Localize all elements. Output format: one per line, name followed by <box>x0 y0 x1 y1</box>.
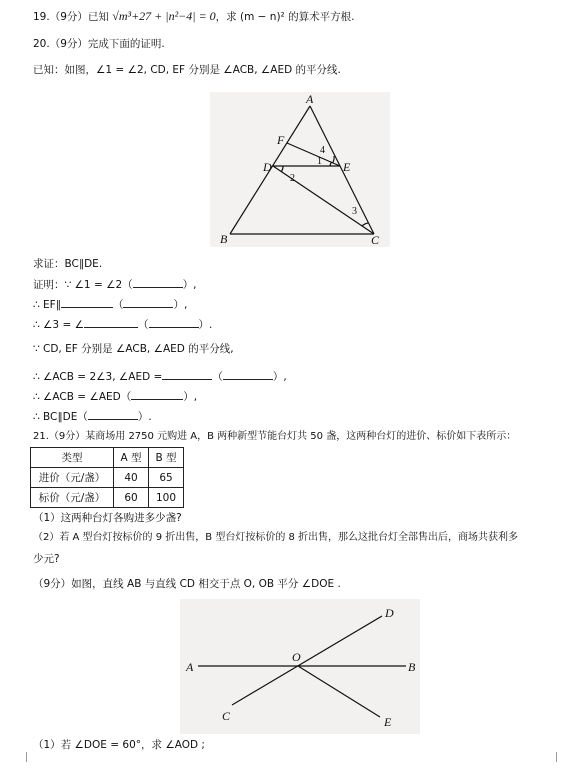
q19-tail: ，求 (m − n)² 的算术平方根. <box>215 11 355 23</box>
proof-line-2-end: ）, <box>173 299 188 311</box>
table-header-cell: B 型 <box>149 448 184 468</box>
proof-line-3-text: ∴ ∠3 = ∠ <box>33 319 84 331</box>
label-O: O <box>292 650 301 664</box>
proof-blank <box>223 369 273 380</box>
label-A: A <box>306 92 314 106</box>
proof-line-6-end: ）, <box>183 391 198 403</box>
proof-line-7 <box>33 409 152 424</box>
proof-line-5-end: ）, <box>272 371 287 383</box>
q19-expression: √m³+27 + |n²−4| = 0 <box>112 9 216 23</box>
label-C: C <box>222 709 231 723</box>
q19 <box>33 9 354 24</box>
intersecting-lines-figure <box>180 599 420 734</box>
proof-line-6-text: ∴ ∠ACB = ∠AED（ <box>33 391 132 403</box>
angle-2-label: 2 <box>290 173 295 184</box>
table-cell: 40 <box>114 468 149 488</box>
table-row <box>31 488 184 508</box>
proof-blank <box>88 409 138 420</box>
proof-blank <box>123 297 173 308</box>
label-E: E <box>384 715 392 729</box>
angle-1-label: 1 <box>317 156 322 167</box>
label-F: F <box>277 133 285 147</box>
proof-line-1-text: 证明：∵ ∠1 = ∠2（ <box>33 279 133 291</box>
q20-title: 20.（9分）完成下面的证明. <box>33 38 165 50</box>
proof-line-3 <box>33 317 212 332</box>
table-cell: 65 <box>149 468 184 488</box>
angle-3-label: 3 <box>352 206 357 217</box>
proof-line-4-text: ∵ CD, EF 分别是 ∠ACB, ∠AED 的平分线, <box>33 343 234 355</box>
proof-blank <box>131 389 183 400</box>
proof-blank <box>133 277 183 288</box>
q21-title: 21.（9分）某商场用 2750 元购进 A，B 两种新型节能台灯共 50 盏，这两种台灯的进价、标价如下表所示： <box>33 431 517 442</box>
proof-line-5-mid: （ <box>212 371 223 383</box>
proof-line-4 <box>33 342 234 356</box>
label-B: B <box>408 660 416 674</box>
proof-line-2-text: ∴ EF∥ <box>33 299 61 311</box>
table-cell: 进价（元/盏） <box>31 468 114 488</box>
proof-line-5-text: ∴ ∠ACB = 2∠3, ∠AED = <box>33 371 163 383</box>
proof-line-7-text: ∴ BC∥DE（ <box>33 411 88 423</box>
q20-given: 已知：如图，∠1 = ∠2, CD, EF 分别是 ∠ACB, ∠AED 的平分线. <box>33 64 341 76</box>
label-C: C <box>371 233 380 247</box>
angle-4-label: 4 <box>320 145 325 156</box>
table-header-row <box>31 448 184 468</box>
q20-prove: 求证：BC∥DE. <box>33 258 103 270</box>
label-D: D <box>263 160 272 174</box>
q19-number: 19.（9分）已知 <box>33 11 109 23</box>
proof-line-3-end: ）. <box>198 319 213 331</box>
table-row <box>31 468 184 488</box>
table-cell: 标价（元/盏） <box>31 488 114 508</box>
q22-title: （9分）如图，直线 AB 与直线 CD 相交于点 O, OB 平分 ∠DOE . <box>33 578 341 590</box>
q21-sub2a: （2）若 A 型台灯按标价的 9 折出售，B 型台灯按标价的 8 折出售，那么这批台灯全部售出后，商场共获利多 <box>33 532 519 543</box>
table-cell: 100 <box>149 488 184 508</box>
proof-line-6 <box>33 389 197 404</box>
label-D: D <box>385 606 394 620</box>
proof-blank <box>162 369 212 380</box>
q22-sub1: （1）若 ∠DOE = 60°，求 ∠AOD ; <box>33 739 205 751</box>
corner-mark-bottom-left <box>16 752 27 762</box>
label-A: A <box>186 660 194 674</box>
proof-line-2-mid: （ <box>112 299 124 311</box>
proof-line-3-mid: （ <box>138 319 149 331</box>
proof-blank <box>149 317 199 328</box>
label-B: B <box>220 232 228 246</box>
proof-line-2 <box>33 297 187 312</box>
proof-line-1-end: ）, <box>182 279 197 291</box>
proof-blank <box>84 317 138 328</box>
proof-line-1 <box>33 277 197 292</box>
q21-sub2b: 少元? <box>33 553 60 565</box>
label-E: E <box>343 160 351 174</box>
price-table <box>30 447 184 508</box>
table-header-cell: 类型 <box>31 448 114 468</box>
table-header-cell: A 型 <box>114 448 149 468</box>
proof-blank <box>61 297 113 308</box>
corner-mark-bottom-right <box>556 752 567 762</box>
proof-line-5 <box>33 369 287 384</box>
q21-sub1: （1）这两种台灯各购进多少盏? <box>33 512 182 524</box>
proof-line-7-end: ）. <box>137 411 152 423</box>
triangle-figure <box>210 92 390 247</box>
table-cell: 60 <box>114 488 149 508</box>
